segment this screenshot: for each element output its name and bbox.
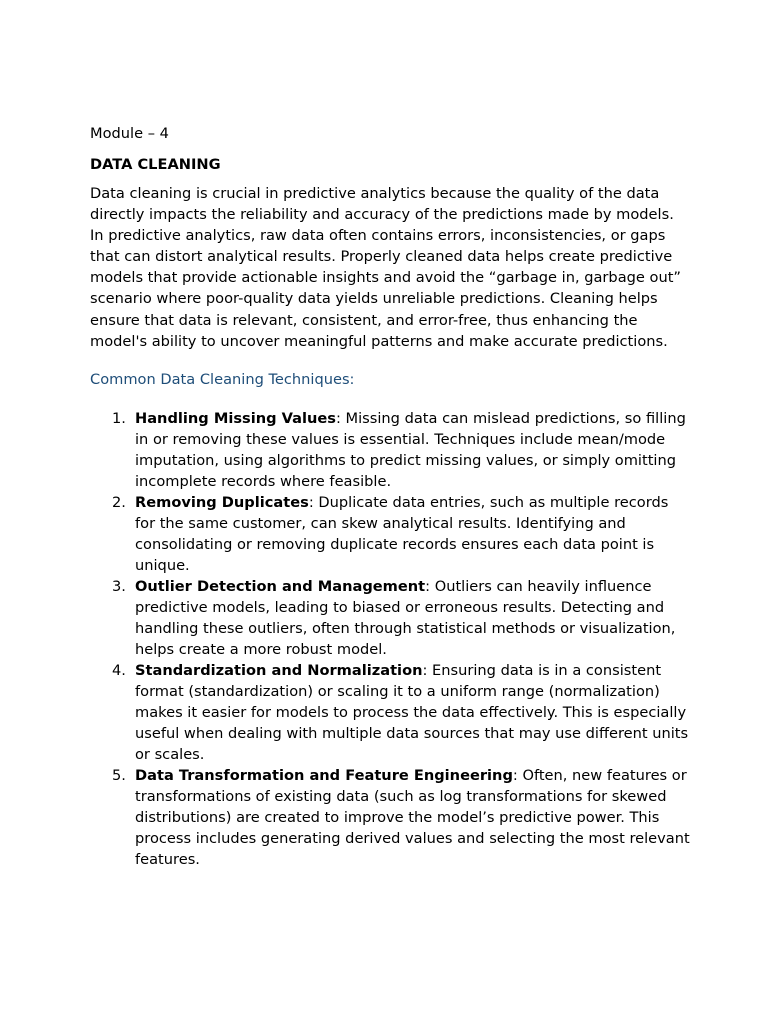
page-title: DATA CLEANING: [90, 156, 221, 173]
list-item-term: Data Transformation and Feature Engineering: [135, 766, 513, 784]
list-item: [90, 576, 690, 660]
section-subheading: Common Data Cleaning Techniques:: [90, 370, 355, 388]
list-item: [90, 765, 690, 870]
list-item-term: Handling Missing Values: [135, 409, 336, 427]
list-item-description: : Outliers can heavily influence predictive models, leading to biased or erroneous results. Detecting and handling these outliers, often through statistical methods or visualization, helps create a more robust model.: [135, 577, 676, 658]
list-item-description: : Ensuring data is in a consistent format (standardization) or scaling it to a uniform range (normalization) makes it easier for models to process the data effectively. This is especially useful when dealing with multiple data sources that may use different units or scales.: [135, 661, 689, 763]
list-item-description: : Often, new features or transformations of existing data (such as log transformations for skewed distributions) are created to improve the model’s predictive power. This process includes generating derived values and selecting the most relevant features.: [135, 766, 690, 868]
list-item-description: : Duplicate data entries, such as multiple records for the same customer, can skew analytical results. Identifying and consolidating or removing duplicate records ensures each data point is unique.: [135, 493, 669, 574]
list-item-term: Removing Duplicates: [135, 493, 309, 511]
list-item: [90, 408, 690, 492]
list-item-term: Outlier Detection and Management: [135, 577, 426, 595]
module-label: Module – 4: [90, 125, 169, 142]
list-item: [90, 660, 690, 765]
document-page: [90, 123, 690, 870]
list-item-number: 3.: [112, 577, 126, 595]
list-item-number: 4.: [112, 661, 126, 679]
techniques-list: [90, 408, 690, 870]
list-item-description: : Missing data can mislead predictions, so filling in or removing these values is essential. Techniques include mean/mode imputation, using algorithms to predict missing values, or simply omitting incomplete records where feasible.: [135, 409, 686, 490]
list-item: [90, 492, 690, 576]
list-item-number: 2.: [112, 493, 126, 511]
list-item-number: 1.: [112, 409, 126, 427]
list-item-term: Standardization and Normalization: [135, 661, 423, 679]
list-item-number: 5.: [112, 766, 126, 784]
intro-paragraph: Data cleaning is crucial in predictive analytics because the quality of the data directly impacts the reliability and accuracy of the predictions made by models. In predictive analytics, raw data often contains errors, inconsistencies, or gaps that can distort analytical results. Properly cleaned data helps create predictive models that provide actionable insights and avoid the “garbage in, garbage out” scenario where poor-quality data yields unreliable predictions. Cleaning helps ensure that data is relevant, consistent, and error-free, thus enhancing the model's ability to uncover meaningful patterns and make accurate predictions.: [90, 185, 681, 350]
